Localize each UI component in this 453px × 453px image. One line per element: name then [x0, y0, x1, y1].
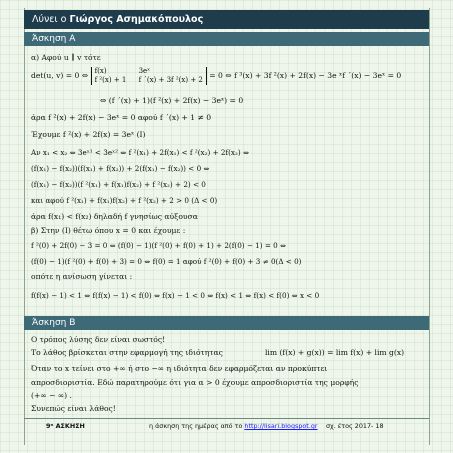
b-line-7: Συνεπώς είναι λάθος! — [31, 404, 116, 413]
section-a-title: Άσκηση Α — [24, 32, 429, 46]
determinant-matrix — [91, 67, 207, 85]
a-line-3: ⇔ (f ´(x) + 1)(f ²(x) + 2f(x) − 3eˣ) = 0 — [100, 96, 244, 105]
a-line-11: β) Στην (I) θέτω όπου x = 0 και έχουμε : — [31, 226, 186, 235]
b-line-1: Ο τρόπος λύσης δεν είναι σωστός! — [31, 335, 166, 344]
a-line-4: άρα f ²(x) + 2f(x) − 3eˣ = 0 αφού f ´(x) + 1 ≠ 0 — [31, 113, 212, 122]
a-line-5: Έχουμε f ²(x) + 2f(x) = 3eˣ (I) — [31, 130, 146, 139]
page-footer — [24, 418, 429, 433]
matrix-r2c1: f ²(x) + 1 — [94, 76, 127, 84]
det-lhs: det(u, v) = 0 ⇔ — [31, 71, 89, 80]
b-line-4: Όταν το x τείνει στο +∞ ή στο −∞ η ιδιότητα δεν εφαρμόζεται αν προκύπτει — [31, 364, 328, 373]
b-line-6: (+∞ − ∞) . — [31, 391, 72, 400]
footer-year: σχ. έτος 2017- 18 — [326, 422, 384, 430]
a-line-8: (f(x₁) − f(x₂))(f ²(x₁) + f(x₁)f(x₂) + f ²(x₂) + 2) < 0 — [31, 180, 206, 189]
matrix-r1c1: f(x) — [94, 67, 107, 75]
b-line-5: απροσδιοριστία. Εδώ παρατηρούμε ότι για α > 0 έχουμε απροσδιοριστία της μορφής — [31, 378, 359, 387]
author-name: Γιώργος Ασημακόπουλος — [69, 14, 204, 25]
footer-link[interactable]: http://lisari.blogspot.gr — [244, 422, 318, 430]
matrix-r1c2: 3eˣ — [138, 67, 151, 75]
a-line-12: f ²(0) + 2f(0) − 3 = 0 ⇔ (f(0) − 1)(f ²(0) + f(0) + 1) + 2(f(0) − 1) = 0 ⇔ — [31, 241, 287, 250]
limit-property: lim (f(x) + g(x)) = lim f(x) + lim g(x) — [265, 348, 405, 357]
section-b-title: Άσκηση Β — [24, 316, 429, 330]
a-line-9: και αφού f ²(x₁) + f(x₁)f(x₂) + f ²(x₂) + 2 > 0 (Δ < 0) — [31, 196, 218, 205]
b-line-2: Το λάθος βρίσκεται στην εφαρμογή της ιδιότητας — [31, 348, 223, 357]
author-prefix: Λύνει ο — [32, 14, 67, 25]
a-line-10: άρα f(x₁) < f(x₂) δηλαδή f γνησίως αύξουσα — [31, 212, 198, 221]
footer-exercise: 9ⁿ ΑΣΚΗΣΗ — [46, 422, 85, 430]
det-rhs: = 0 ⇔ f ³(x) + 3f ²(x) + 2f(x) − 3e ˣf ´(x) − 3eˣ = 0 — [209, 71, 402, 80]
a-line-15: f(f(x) − 1) < 1 ⇔ f(f(x) − 1) < f(0) ⇔ f(x) − 1 < 0 ⇔ f(x) < 1 ⇔ f(x) < f(0) ⇔ x < 0 — [31, 291, 320, 300]
footer-source: η άσκηση της ημέρας από το http://lisari.blogspot.gr — [149, 422, 318, 430]
a-line-7: (f(x₁) − f(x₂))(f(x₁) + f(x₂)) + 2(f(x₁) − f(x₂)) < 0 ⇔ — [31, 164, 210, 173]
matrix-r2c2: f ´(x) + 3f ²(x) + 2 — [138, 76, 203, 84]
a-line-6: Αν x₁ < x₂ ⇔ 3eˣ¹ < 3eˣ² ⇔ f ²(x₁) + 2f(x₁) < f ²(x₂) + 2f(x₂) ⇔ — [31, 148, 249, 157]
a-line-13: (f(0) − 1)(f ²(0) + f(0) + 3) = 0 ⇔ f(0) = 1 αφού f ²(0) + f(0) + 3 ≠ 0(Δ < 0) — [31, 257, 302, 266]
a-line-1: α) Αφού u ∥ v τότε — [31, 53, 101, 62]
a-line-14: οπότε η ανίσωση γίνεται : — [31, 272, 133, 281]
author-header — [24, 10, 429, 29]
a-determinant-line — [31, 67, 401, 85]
